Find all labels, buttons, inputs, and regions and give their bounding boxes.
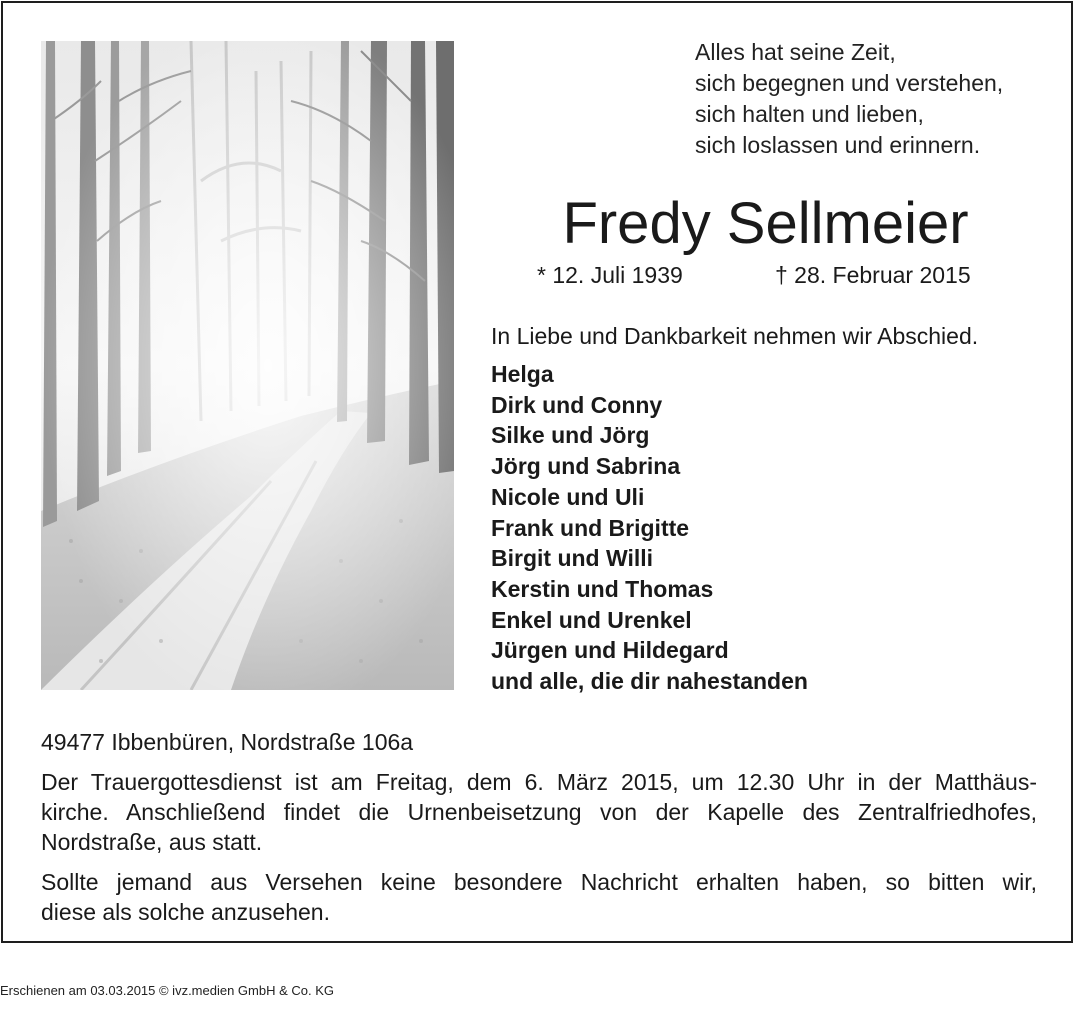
mourner-item: Birgit und Willi [491,545,654,572]
obituary-notice [1,1,1073,943]
service-line: kirche. Anschließend findet die Urnenbeisetzung von der Kapelle des Zentralfriedhofes, [41,799,1037,825]
death-date: † 28. Februar 2015 [775,262,971,288]
poem-line: sich loslassen und erinnern. [695,132,981,158]
notice-line: Sollte jemand aus Versehen keine besondere Nachricht erhalten haben, so bitten wir, [41,869,1037,895]
notice-info [41,867,1037,927]
poem-line: sich halten und lieben, [695,101,924,127]
mourner-item: und alle, die dir nahestanden [491,668,808,695]
service-line: Der Trauergottesdienst ist am Freitag, dem 6. März 2015, um 12.30 Uhr in der Matthäus- [41,769,1037,795]
service-info [41,767,1037,857]
mourner-item: Jörg und Sabrina [491,453,681,480]
service-line: Nordstraße, aus statt. [41,829,263,855]
poem-line: sich begegnen und verstehen, [695,70,1004,96]
mourner-item: Silke und Jörg [491,422,650,449]
birth-date: * 12. Juli 1939 [537,262,683,288]
address: 49477 Ibbenbüren, Nordstraße 106a [41,729,414,755]
poem-line: Alles hat seine Zeit, [695,39,896,65]
deceased-name: Fredy Sellmeier [562,191,969,256]
mourner-item: Dirk und Conny [491,391,663,418]
mourner-item: Frank und Brigitte [491,514,690,541]
poem [695,37,1003,161]
mourners-list [491,359,808,697]
mourner-item: Jürgen und Hildegard [491,637,729,664]
mourner-item: Nicole und Uli [491,483,645,510]
misty-forest-path-image [41,41,454,690]
notice-line: diese als solche anzusehen. [41,899,330,925]
farewell-text: In Liebe und Dankbarkeit nehmen wir Abschied. [491,323,979,349]
mourner-item: Enkel und Urenkel [491,606,692,633]
mourner-item: Helga [491,361,554,387]
publication-footer: Erschienen am 03.03.2015 © ivz.medien GmbH & Co. KG [0,983,335,998]
mourner-item: Kerstin und Thomas [491,575,714,602]
